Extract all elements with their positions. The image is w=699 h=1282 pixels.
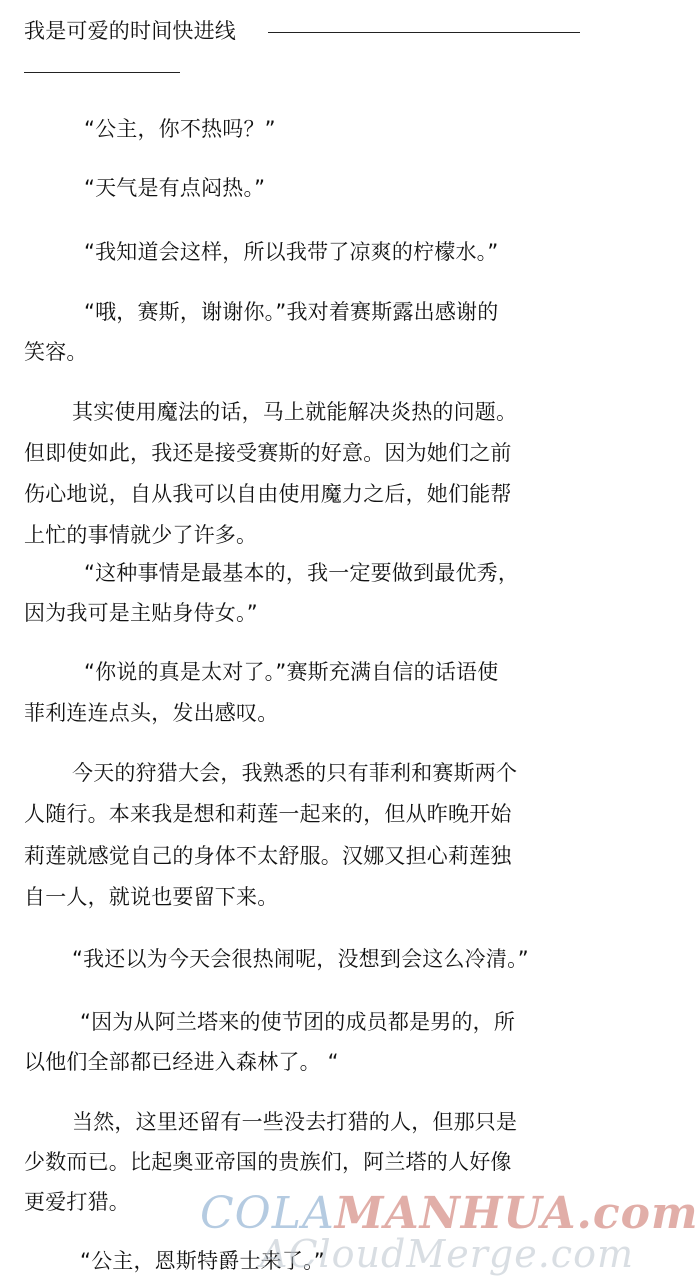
heading: 我是可爱的时间快进线 — [24, 19, 236, 43]
paragraph-line: 笑容。 — [24, 340, 88, 364]
paragraph-line: “我还以为今天会很热闹呢，没想到会这么冷清。” — [72, 947, 529, 971]
watermark-part-1: COLA — [200, 1188, 335, 1239]
paragraph-line: 上忙的事情就少了许多。 — [24, 523, 258, 547]
paragraph-line: “你说的真是太对了。”赛斯充满自信的话语使 — [84, 660, 499, 684]
paragraph-line: “这种事情是最基本的，我一定要做到最优秀， — [84, 561, 520, 585]
heading-rule-2 — [24, 72, 180, 73]
paragraph-line: 伤心地说，自从我可以自由使用魔力之后，她们能帮 — [24, 482, 512, 506]
watermark — [200, 1188, 699, 1282]
paragraph-line: “因为从阿兰塔来的使节团的成员都是男的，所 — [80, 1010, 516, 1034]
paragraph-line: 其实使用魔法的话，马上就能解决炎热的问题。 — [72, 400, 518, 424]
paragraph-line: “公主，恩斯特爵士来了。” — [80, 1249, 325, 1273]
paragraph-line: 自一人，就说也要留下来。 — [24, 885, 279, 909]
paragraph-line: 少数而已。比起奥亚帝国的贵族们，阿兰塔的人好像 — [24, 1150, 512, 1174]
paragraph-line: 当然，这里还留有一些没去打猎的人，但那只是 — [72, 1110, 518, 1134]
paragraph-line: “我知道会这样，所以我带了凉爽的柠檬水。” — [84, 240, 499, 264]
paragraph-line: “公主，你不热吗？” — [84, 117, 276, 141]
paragraph-line: 人随行。本来我是想和莉莲一起来的，但从昨晚开始 — [24, 802, 512, 826]
paragraph-line: “哦，赛斯，谢谢你。”我对着赛斯露出感谢的 — [84, 300, 499, 324]
paragraph-line: “天气是有点闷热。” — [84, 176, 266, 200]
watermark-line-2: ACloudMerge.com — [260, 1232, 634, 1276]
paragraph-line: 今天的狩猎大会，我熟悉的只有菲利和赛斯两个 — [72, 761, 518, 785]
watermark-part-2: MANHUA.com — [334, 1188, 699, 1239]
paragraph-line: 菲利连连点头，发出感叹。 — [24, 701, 279, 725]
paragraph-line: 莉莲就感觉自己的身体不太舒服。汉娜又担心莉莲独 — [24, 844, 512, 868]
paragraph-line: 以他们全部都已经进入森林了。 “ — [24, 1050, 339, 1074]
paragraph-line: 但即使如此，我还是接受赛斯的好意。因为她们之前 — [24, 441, 512, 465]
paragraph-line: 更爱打猎。 — [24, 1190, 130, 1214]
heading-rule-1 — [268, 32, 580, 33]
paragraph-line: 因为我可是主贴身侍女。” — [24, 601, 258, 625]
